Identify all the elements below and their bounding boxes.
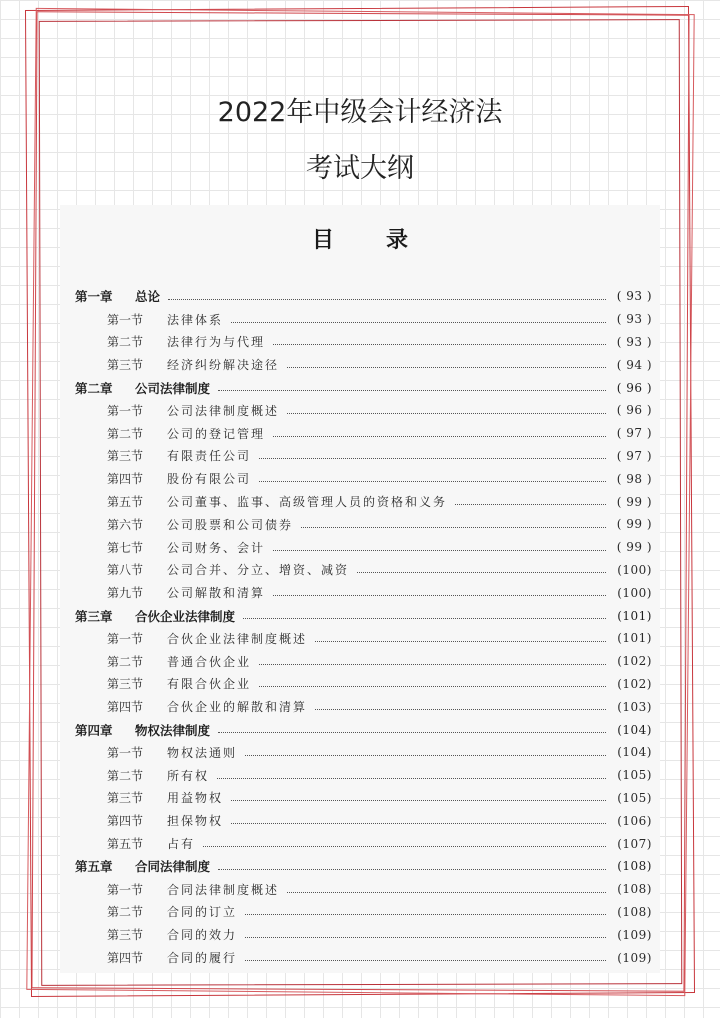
page-number: (105) — [617, 768, 652, 783]
page-number: (101) — [617, 608, 652, 623]
dot-leader — [218, 732, 606, 733]
section-title: 合同的订立 — [167, 905, 238, 920]
section-title: 合同的履行 — [167, 951, 238, 965]
toc-section-entry — [75, 741, 652, 764]
toc-section-entry — [75, 764, 652, 787]
dot-leader — [259, 686, 606, 687]
section-number: 第七节 — [107, 540, 144, 555]
section-title: 公司董事、监事、高级管理人员的资格和义务 — [167, 495, 448, 510]
dot-leader — [315, 709, 606, 710]
dot-leader — [273, 595, 606, 596]
toc-section-entry — [75, 787, 652, 810]
chapter-title: 总论 — [135, 289, 161, 305]
toc-section-entry — [75, 536, 652, 559]
section-number: 第三节 — [107, 358, 144, 373]
toc-page — [60, 205, 660, 973]
section-number: 第一节 — [107, 312, 144, 327]
section-title: 经济纠纷解决途径 — [167, 358, 280, 373]
page-number: (103) — [617, 699, 652, 714]
toc-chapter-entry — [75, 604, 652, 627]
dot-leader — [259, 458, 606, 459]
page-number: (100) — [617, 585, 652, 600]
dot-leader — [168, 299, 606, 300]
dot-leader — [245, 755, 606, 756]
dot-leader — [273, 344, 606, 345]
toc-section-entry — [75, 923, 652, 946]
section-number: 第二节 — [107, 335, 144, 350]
toc-section-entry — [75, 513, 652, 536]
page-number: ( 97 ) — [616, 426, 652, 441]
section-number: 第三节 — [107, 928, 144, 943]
dot-leader — [287, 892, 606, 893]
toc-heading: 目录 — [311, 228, 460, 253]
section-title: 所有权 — [167, 768, 210, 783]
dot-leader — [203, 846, 606, 847]
page-number: (109) — [617, 927, 652, 942]
section-title: 合同法律制度概述 — [167, 882, 280, 897]
toc-chapter-entry — [75, 855, 652, 878]
page-number: (102) — [617, 676, 652, 691]
document-title: 2022年中级会计经济法 — [217, 97, 503, 128]
toc-section-entry — [75, 331, 652, 354]
toc-section-entry — [75, 627, 652, 650]
dot-leader — [287, 367, 606, 368]
dot-leader — [259, 664, 606, 665]
page-number: ( 99 ) — [616, 494, 652, 509]
dot-leader — [315, 641, 606, 642]
chapter-title: 合同法律制度 — [135, 859, 211, 875]
chapter-number: 第三章 — [75, 608, 113, 624]
section-number: 第六节 — [107, 517, 144, 532]
chapter-number: 第五章 — [75, 859, 113, 875]
section-title: 占有 — [167, 837, 196, 852]
section-number: 第四节 — [107, 814, 144, 829]
page-number: (108) — [617, 904, 652, 919]
section-title: 合同的效力 — [167, 928, 238, 943]
page-number: ( 93 ) — [616, 312, 652, 327]
section-title: 股份有限公司 — [167, 472, 252, 487]
toc-section-entry — [75, 308, 652, 331]
dot-leader — [218, 390, 606, 391]
toc-section-entry — [75, 878, 652, 901]
section-title: 物权法通则 — [167, 745, 238, 760]
dot-leader — [357, 572, 606, 573]
dot-leader — [455, 504, 606, 505]
dot-leader — [243, 618, 606, 619]
dot-leader — [231, 800, 606, 801]
toc-section-entry — [75, 467, 652, 490]
page-number: ( 93 ) — [616, 289, 652, 304]
section-number: 第四节 — [107, 700, 144, 715]
section-title: 公司财务、会计 — [167, 540, 266, 555]
chapter-title: 物权法律制度 — [135, 722, 211, 738]
page-number: ( 94 ) — [616, 357, 652, 372]
section-title: 合伙企业的解散和清算 — [167, 700, 308, 715]
dot-leader — [231, 823, 606, 824]
section-number: 第二节 — [107, 905, 144, 920]
page-number: (109) — [617, 950, 652, 965]
dot-leader — [273, 436, 606, 437]
page-number: (105) — [617, 790, 652, 805]
section-number: 第一节 — [107, 631, 144, 646]
page-number: (104) — [617, 722, 652, 737]
section-number: 第三节 — [107, 791, 144, 806]
section-number: 第八节 — [107, 563, 144, 578]
page-number: ( 93 ) — [616, 334, 652, 349]
toc-section-entry — [75, 581, 652, 604]
toc-section-entry — [75, 445, 652, 468]
section-number: 第一节 — [107, 745, 144, 760]
dot-leader — [218, 869, 606, 870]
section-number: 第五节 — [107, 495, 144, 510]
toc-section-entry — [75, 832, 652, 855]
toc-section-entry — [75, 946, 652, 969]
toc-chapter-entry — [75, 376, 652, 399]
section-title: 有限责任公司 — [167, 449, 252, 464]
page-number: ( 97 ) — [616, 448, 652, 463]
page-number: (108) — [617, 882, 652, 897]
page-number: ( 99 ) — [616, 517, 652, 532]
toc-section-entry — [75, 399, 652, 422]
page-number: ( 98 ) — [616, 471, 652, 486]
section-title: 合伙企业法律制度概述 — [167, 631, 308, 646]
dot-leader — [245, 960, 606, 961]
section-title: 有限合伙企业 — [167, 677, 252, 692]
page-number: (107) — [617, 836, 652, 851]
chapter-title: 公司法律制度 — [135, 380, 211, 396]
toc-section-entry — [75, 353, 652, 376]
dot-leader — [301, 527, 606, 528]
section-title: 普通合伙企业 — [167, 654, 252, 669]
dot-leader — [245, 937, 606, 938]
section-number: 第三节 — [107, 677, 144, 692]
toc-list — [75, 285, 652, 969]
dot-leader — [259, 481, 606, 482]
toc-section-entry — [75, 650, 652, 673]
section-number: 第三节 — [107, 449, 144, 464]
chapter-number: 第二章 — [75, 380, 113, 396]
section-number: 第一节 — [107, 403, 144, 418]
toc-section-entry — [75, 673, 652, 696]
section-title: 公司合并、分立、增资、减资 — [167, 563, 350, 578]
section-title: 公司解散和清算 — [167, 586, 266, 601]
page-number: (102) — [617, 654, 652, 669]
section-number: 第四节 — [107, 951, 144, 965]
page-number: (108) — [617, 859, 652, 874]
toc-section-entry — [75, 809, 652, 832]
page-number: (104) — [617, 745, 652, 760]
dot-leader — [245, 914, 606, 915]
page-number: (101) — [617, 631, 652, 646]
section-title: 公司的登记管理 — [167, 426, 266, 441]
dot-leader — [273, 550, 606, 551]
page-number: (106) — [617, 813, 652, 828]
page-number: (100) — [617, 562, 652, 577]
page-number: ( 96 ) — [616, 380, 652, 395]
toc-section-entry — [75, 559, 652, 582]
section-number: 第二节 — [107, 768, 144, 783]
section-number: 第一节 — [107, 882, 144, 897]
section-number: 第四节 — [107, 472, 144, 487]
toc-section-entry — [75, 901, 652, 924]
toc-section-entry — [75, 422, 652, 445]
section-number: 第九节 — [107, 586, 144, 601]
section-number: 第五节 — [107, 837, 144, 852]
dot-leader — [217, 778, 606, 779]
chapter-title: 合伙企业法律制度 — [135, 608, 236, 624]
section-title: 公司股票和公司债券 — [167, 517, 294, 532]
toc-section-entry — [75, 695, 652, 718]
section-title: 法律行为与代理 — [167, 335, 266, 350]
page-number: ( 99 ) — [616, 540, 652, 555]
page-number: ( 96 ) — [616, 403, 652, 418]
dot-leader — [231, 322, 606, 323]
chapter-number: 第四章 — [75, 722, 113, 738]
section-number: 第二节 — [107, 654, 144, 669]
document-subtitle: 考试大纲 — [306, 153, 414, 184]
section-number: 第二节 — [107, 426, 144, 441]
section-title: 法律体系 — [167, 312, 224, 327]
section-title: 用益物权 — [167, 791, 224, 806]
section-title: 担保物权 — [167, 814, 224, 829]
toc-chapter-entry — [75, 285, 652, 308]
toc-section-entry — [75, 490, 652, 513]
section-title: 公司法律制度概述 — [167, 403, 280, 418]
toc-chapter-entry — [75, 718, 652, 741]
chapter-number: 第一章 — [75, 289, 113, 305]
dot-leader — [287, 413, 606, 414]
